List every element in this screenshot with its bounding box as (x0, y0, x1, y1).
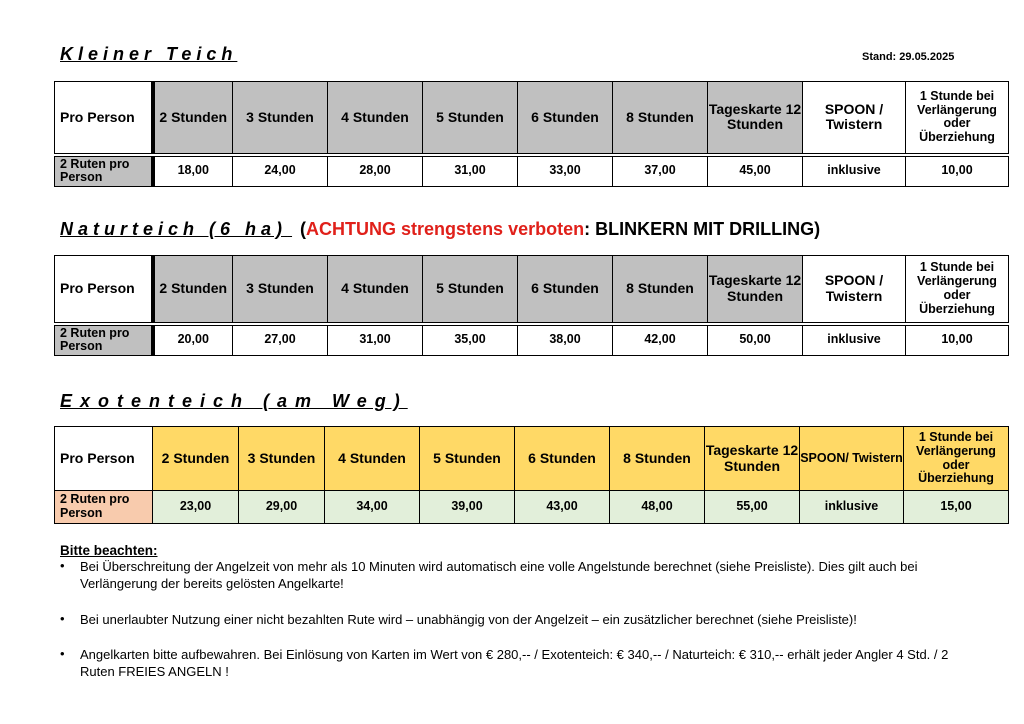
price-cell: 34,00 (325, 491, 420, 524)
price-table-exotenteich (54, 426, 1009, 524)
column-header: 6 Stunden (518, 82, 613, 155)
bullet-dot: • (60, 611, 65, 626)
price-table-naturteich (54, 255, 1009, 356)
section-title-kleiner-teich: Kleiner Teich (60, 44, 238, 64)
naturteich-title-text: Naturteich (6 ha) (60, 219, 288, 239)
column-header: 3 Stunden (239, 427, 325, 491)
price-cell: 48,00 (610, 491, 705, 524)
column-header: Tageskarte 12 Stunden (708, 256, 803, 324)
price-table-kleiner-teich (54, 81, 1009, 187)
price-cell: 23,00 (153, 491, 239, 524)
note-item: Bei Überschreitung der Angelzeit von mehr als 10 Minuten wird automatisch eine volle Angelstunde berechnet (siehe Preisliste). Dies gilt auch bei Verlängerung der bereits gelösten Angelkarte! (80, 559, 918, 591)
price-cell: inklusive (803, 324, 906, 356)
section-title-exotenteich: Exotenteich (am Weg) (60, 391, 408, 411)
price-cell: 27,00 (233, 324, 328, 356)
price-cell: 50,00 (708, 324, 803, 356)
price-cell: 15,00 (904, 491, 1009, 524)
note-item: Angelkarten bitte aufbewahren. Bei Einlösung von Karten im Wert von € 280,-- / Exotenteich: € 340,-- / Naturteich: € 310,-- erhält jeder Angler 4 Std. / 2 Ruten FREIES ANGELN ! (80, 647, 949, 679)
price-cell: 31,00 (423, 155, 518, 187)
column-header: 6 Stunden (515, 427, 610, 491)
price-cell: 18,00 (153, 155, 233, 187)
price-cell: 31,00 (328, 324, 423, 356)
price-cell: inklusive (800, 491, 904, 524)
column-header: 3 Stunden (233, 256, 328, 324)
price-cell: 37,00 (613, 155, 708, 187)
column-header: Tageskarte 12 Stunden (705, 427, 800, 491)
column-header: 1 Stunde bei Verlängerung oder Überziehung (906, 256, 1009, 324)
note-item: Bei unerlaubter Nutzung einer nicht bezahlten Rute wird – unabhängig von der Angelzeit – ein zusätzlicher berechnet (siehe Preisliste)! (80, 612, 857, 627)
price-cell: 45,00 (708, 155, 803, 187)
column-header: 2 Stunden (153, 427, 239, 491)
price-cell: 24,00 (233, 155, 328, 187)
section-title-naturteich (60, 219, 820, 240)
column-header: 5 Stunden (423, 256, 518, 324)
price-cell: 55,00 (705, 491, 800, 524)
price-cell: 29,00 (239, 491, 325, 524)
column-header: SPOON / Twistern (803, 256, 906, 324)
column-header: 5 Stunden (423, 82, 518, 155)
price-cell: 20,00 (153, 324, 233, 356)
price-cell: inklusive (803, 155, 906, 187)
column-header: 4 Stunden (328, 82, 423, 155)
price-cell: 38,00 (518, 324, 613, 356)
warning-black-text: : BLINKERN MIT DRILLING) (584, 219, 821, 239)
column-header: 4 Stunden (325, 427, 420, 491)
notes-title: Bitte beachten: (60, 543, 158, 558)
column-header: 3 Stunden (233, 82, 328, 155)
column-header: 1 Stunde bei Verlängerung oder Überziehung (906, 82, 1009, 155)
warning-open: ( (300, 219, 307, 239)
column-header: 2 Stunden (153, 256, 233, 324)
stand-date: Stand: 29.05.2025 (862, 51, 955, 63)
price-cell: 10,00 (906, 155, 1009, 187)
row-header: Pro Person (55, 82, 153, 155)
column-header: 6 Stunden (518, 256, 613, 324)
price-cell: 35,00 (423, 324, 518, 356)
column-header: Tageskarte 12 Stunden (708, 82, 803, 155)
price-cell: 39,00 (420, 491, 515, 524)
bullet-dot: • (60, 646, 65, 661)
row-label: 2 Ruten pro Person (55, 491, 153, 524)
row-label: 2 Ruten pro Person (55, 155, 153, 187)
price-cell: 10,00 (906, 324, 1009, 356)
column-header: 2 Stunden (153, 82, 233, 155)
column-header: 5 Stunden (420, 427, 515, 491)
column-header: 4 Stunden (328, 256, 423, 324)
row-header: Pro Person (55, 256, 153, 324)
price-cell: 28,00 (328, 155, 423, 187)
price-cell: 33,00 (518, 155, 613, 187)
column-header: 1 Stunde bei Verlängerung oder Überziehung (904, 427, 1009, 491)
warning-red-text: ACHTUNG strengstens verboten (306, 219, 585, 239)
price-cell: 42,00 (613, 324, 708, 356)
column-header: SPOON / Twistern (803, 82, 906, 155)
row-label: 2 Ruten pro Person (55, 324, 153, 356)
column-header: SPOON/ Twistern (800, 427, 904, 491)
row-header: Pro Person (55, 427, 153, 491)
column-header: 8 Stunden (613, 82, 708, 155)
bullet-dot: • (60, 558, 65, 573)
price-cell: 43,00 (515, 491, 610, 524)
column-header: 8 Stunden (610, 427, 705, 491)
column-header: 8 Stunden (613, 256, 708, 324)
